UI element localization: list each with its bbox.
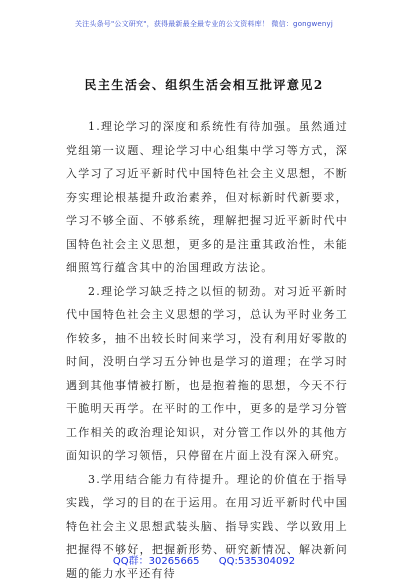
paragraph-1: 1.理论学习的深度和系统性有待加强。虽然通过党组第一议题、理论学习中心组集中学习等方式，深入学习了习近平新时代中国特色社会主义思想，不断夯实理论根基提升政治素养，但对标新时代新要求，学习不够全面、不够系统，理解把握习近平新时代中国特色社会主义思想，更多的是注重其政治性，未能细照笃行蕴含其中的治国理政方法论。 [66, 115, 348, 280]
document-body [66, 115, 348, 585]
footer-contact [0, 552, 408, 567]
footer-qq: QQ:535304092 [219, 556, 295, 567]
paragraph-3: 3.学用结合能力有待提升。理论的价值在于指导实践，学习的目的在于运用。在用习近平新时代中国特色社会主义思想武装头脑、指导实践、学以致用上把握得不够好，把握新形势、研究新情况、解决新问题的能力水平还有待 [66, 468, 348, 585]
page-title: 民主生活会、组织生活会相互批评意见2 [0, 76, 408, 93]
footer-qq-group: QQ群：30265665 [113, 556, 200, 567]
paragraph-2: 2.理论学习缺乏持之以恒的韧劲。对习近平新时代中国特色社会主义思想的学习，总认为平时业务工作较多，抽不出较长时间来学习，没有利用好零散的时间，没明白学习五分钟也是学习的道理；在学习时遇到其他事情被打断，也是抱着拖的思想，今天不行干脆明天再学。在平时的工作中，更多的是学习分管工作相关的政治理论知识，对分管工作以外的其他方面知识的学习领悟，只停留在片面上没有深入研究。 [66, 280, 348, 468]
header-promo-note: 关注头条号"公文研究"，获得最新最全最专业的公文资料库！ 微信：gongwenyj [0, 19, 408, 29]
